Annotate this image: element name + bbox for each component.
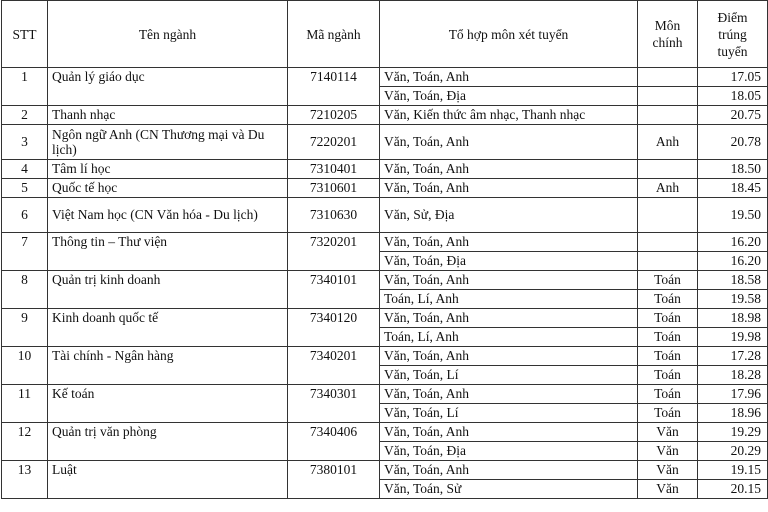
cell-to-hop: Văn, Toán, Anh	[380, 160, 638, 179]
cell-mon-chinh	[638, 233, 698, 252]
cell-ma-nganh: 7340406	[288, 423, 380, 461]
cell-stt: 7	[2, 233, 48, 271]
cell-diem: 19.98	[698, 328, 768, 347]
table-row	[2, 309, 768, 328]
table-row	[2, 233, 768, 252]
cell-mon-chinh	[638, 106, 698, 125]
cell-diem: 17.05	[698, 68, 768, 87]
cell-ma-nganh: 7340301	[288, 385, 380, 423]
cell-to-hop: Toán, Lí, Anh	[380, 328, 638, 347]
cell-ten-nganh: Quản lý giáo dục	[48, 68, 288, 106]
cell-ten-nganh: Kinh doanh quốc tế	[48, 309, 288, 347]
cell-mon-chinh: Toán	[638, 366, 698, 385]
cell-diem: 20.78	[698, 125, 768, 160]
cell-ten-nganh: Quản trị kinh doanh	[48, 271, 288, 309]
cell-diem: 20.29	[698, 442, 768, 461]
cell-to-hop: Văn, Toán, Anh	[380, 385, 638, 404]
cell-to-hop: Văn, Toán, Lí	[380, 366, 638, 385]
cell-to-hop: Văn, Toán, Anh	[380, 461, 638, 480]
cell-ma-nganh: 7310401	[288, 160, 380, 179]
cell-mon-chinh: Văn	[638, 480, 698, 499]
cell-ma-nganh: 7140114	[288, 68, 380, 106]
cell-ten-nganh: Tâm lí học	[48, 160, 288, 179]
cell-stt: 3	[2, 125, 48, 160]
cell-ma-nganh: 7320201	[288, 233, 380, 271]
cell-to-hop: Văn, Toán, Anh	[380, 271, 638, 290]
header-mon-chinh: Môn chính	[638, 1, 698, 68]
cell-mon-chinh: Anh	[638, 179, 698, 198]
cell-to-hop: Văn, Toán, Anh	[380, 309, 638, 328]
cell-to-hop: Văn, Toán, Sử	[380, 480, 638, 499]
cell-diem: 18.05	[698, 87, 768, 106]
cell-ten-nganh: Quản trị văn phòng	[48, 423, 288, 461]
cell-to-hop: Văn, Toán, Địa	[380, 442, 638, 461]
cell-mon-chinh	[638, 160, 698, 179]
cell-ten-nganh: Tài chính - Ngân hàng	[48, 347, 288, 385]
cell-diem: 18.50	[698, 160, 768, 179]
cell-diem: 19.50	[698, 198, 768, 233]
cell-stt: 13	[2, 461, 48, 499]
cell-ma-nganh: 7380101	[288, 461, 380, 499]
cell-stt: 2	[2, 106, 48, 125]
cell-diem: 18.58	[698, 271, 768, 290]
cell-ten-nganh: Việt Nam học (CN Văn hóa - Du lịch)	[48, 198, 288, 233]
table-row	[2, 423, 768, 442]
cell-to-hop: Văn, Toán, Địa	[380, 87, 638, 106]
cell-to-hop: Văn, Toán, Anh	[380, 179, 638, 198]
cell-ten-nganh: Thanh nhạc	[48, 106, 288, 125]
cell-ma-nganh: 7340201	[288, 347, 380, 385]
cell-mon-chinh	[638, 252, 698, 271]
cell-mon-chinh: Toán	[638, 328, 698, 347]
cell-to-hop: Văn, Toán, Anh	[380, 423, 638, 442]
cell-to-hop: Văn, Toán, Lí	[380, 404, 638, 423]
table-row	[2, 198, 768, 233]
cell-diem: 16.20	[698, 252, 768, 271]
table-row	[2, 179, 768, 198]
cell-ma-nganh: 7310601	[288, 179, 380, 198]
cell-ma-nganh: 7340120	[288, 309, 380, 347]
cell-ten-nganh: Quốc tế học	[48, 179, 288, 198]
cell-stt: 4	[2, 160, 48, 179]
cell-stt: 6	[2, 198, 48, 233]
header-to-hop: Tổ hợp môn xét tuyển	[380, 1, 638, 68]
table-header-row	[2, 1, 768, 68]
header-ma-nganh: Mã ngành	[288, 1, 380, 68]
cell-stt: 8	[2, 271, 48, 309]
cell-mon-chinh: Toán	[638, 271, 698, 290]
cell-diem: 19.15	[698, 461, 768, 480]
cell-mon-chinh	[638, 198, 698, 233]
cell-ma-nganh: 7220201	[288, 125, 380, 160]
table-row	[2, 347, 768, 366]
cell-diem: 17.28	[698, 347, 768, 366]
table-row	[2, 385, 768, 404]
cell-ma-nganh: 7310630	[288, 198, 380, 233]
cell-mon-chinh	[638, 87, 698, 106]
cell-ma-nganh: 7210205	[288, 106, 380, 125]
cell-mon-chinh: Toán	[638, 385, 698, 404]
cell-to-hop: Văn, Toán, Anh	[380, 233, 638, 252]
cell-diem: 18.96	[698, 404, 768, 423]
cell-mon-chinh: Anh	[638, 125, 698, 160]
cell-to-hop: Văn, Toán, Anh	[380, 347, 638, 366]
table-row	[2, 160, 768, 179]
cell-diem: 20.15	[698, 480, 768, 499]
header-stt: STT	[2, 1, 48, 68]
header-diem: Điểm trúng tuyển	[698, 1, 768, 68]
header-ten-nganh: Tên ngành	[48, 1, 288, 68]
cell-stt: 12	[2, 423, 48, 461]
cell-ten-nganh: Luật	[48, 461, 288, 499]
cell-mon-chinh: Toán	[638, 309, 698, 328]
cell-diem: 16.20	[698, 233, 768, 252]
cell-ten-nganh: Kế toán	[48, 385, 288, 423]
cell-ten-nganh: Thông tin – Thư viện	[48, 233, 288, 271]
cell-mon-chinh: Toán	[638, 404, 698, 423]
cell-to-hop: Văn, Kiến thức âm nhạc, Thanh nhạc	[380, 106, 638, 125]
cell-to-hop: Văn, Sử, Địa	[380, 198, 638, 233]
cell-mon-chinh: Văn	[638, 423, 698, 442]
cell-mon-chinh: Văn	[638, 442, 698, 461]
cell-diem: 17.96	[698, 385, 768, 404]
cell-diem: 20.75	[698, 106, 768, 125]
cell-diem: 18.98	[698, 309, 768, 328]
table-body	[2, 68, 768, 499]
cell-diem: 19.58	[698, 290, 768, 309]
cell-mon-chinh: Văn	[638, 461, 698, 480]
cell-diem: 18.45	[698, 179, 768, 198]
cell-mon-chinh	[638, 68, 698, 87]
cell-to-hop: Văn, Toán, Địa	[380, 252, 638, 271]
cell-diem: 19.29	[698, 423, 768, 442]
cell-stt: 10	[2, 347, 48, 385]
cell-to-hop: Văn, Toán, Anh	[380, 125, 638, 160]
table-row	[2, 125, 768, 160]
cell-mon-chinh: Toán	[638, 347, 698, 366]
table-row	[2, 68, 768, 87]
cell-diem: 18.28	[698, 366, 768, 385]
cell-ma-nganh: 7340101	[288, 271, 380, 309]
table-row	[2, 106, 768, 125]
cell-stt: 9	[2, 309, 48, 347]
table-row	[2, 271, 768, 290]
cell-to-hop: Văn, Toán, Anh	[380, 68, 638, 87]
cell-stt: 1	[2, 68, 48, 106]
table-row	[2, 461, 768, 480]
cell-stt: 11	[2, 385, 48, 423]
cell-ten-nganh: Ngôn ngữ Anh (CN Thương mại và Du lịch)	[48, 125, 288, 160]
cell-to-hop: Toán, Lí, Anh	[380, 290, 638, 309]
cell-mon-chinh: Toán	[638, 290, 698, 309]
admission-scores-table	[1, 0, 768, 499]
cell-stt: 5	[2, 179, 48, 198]
